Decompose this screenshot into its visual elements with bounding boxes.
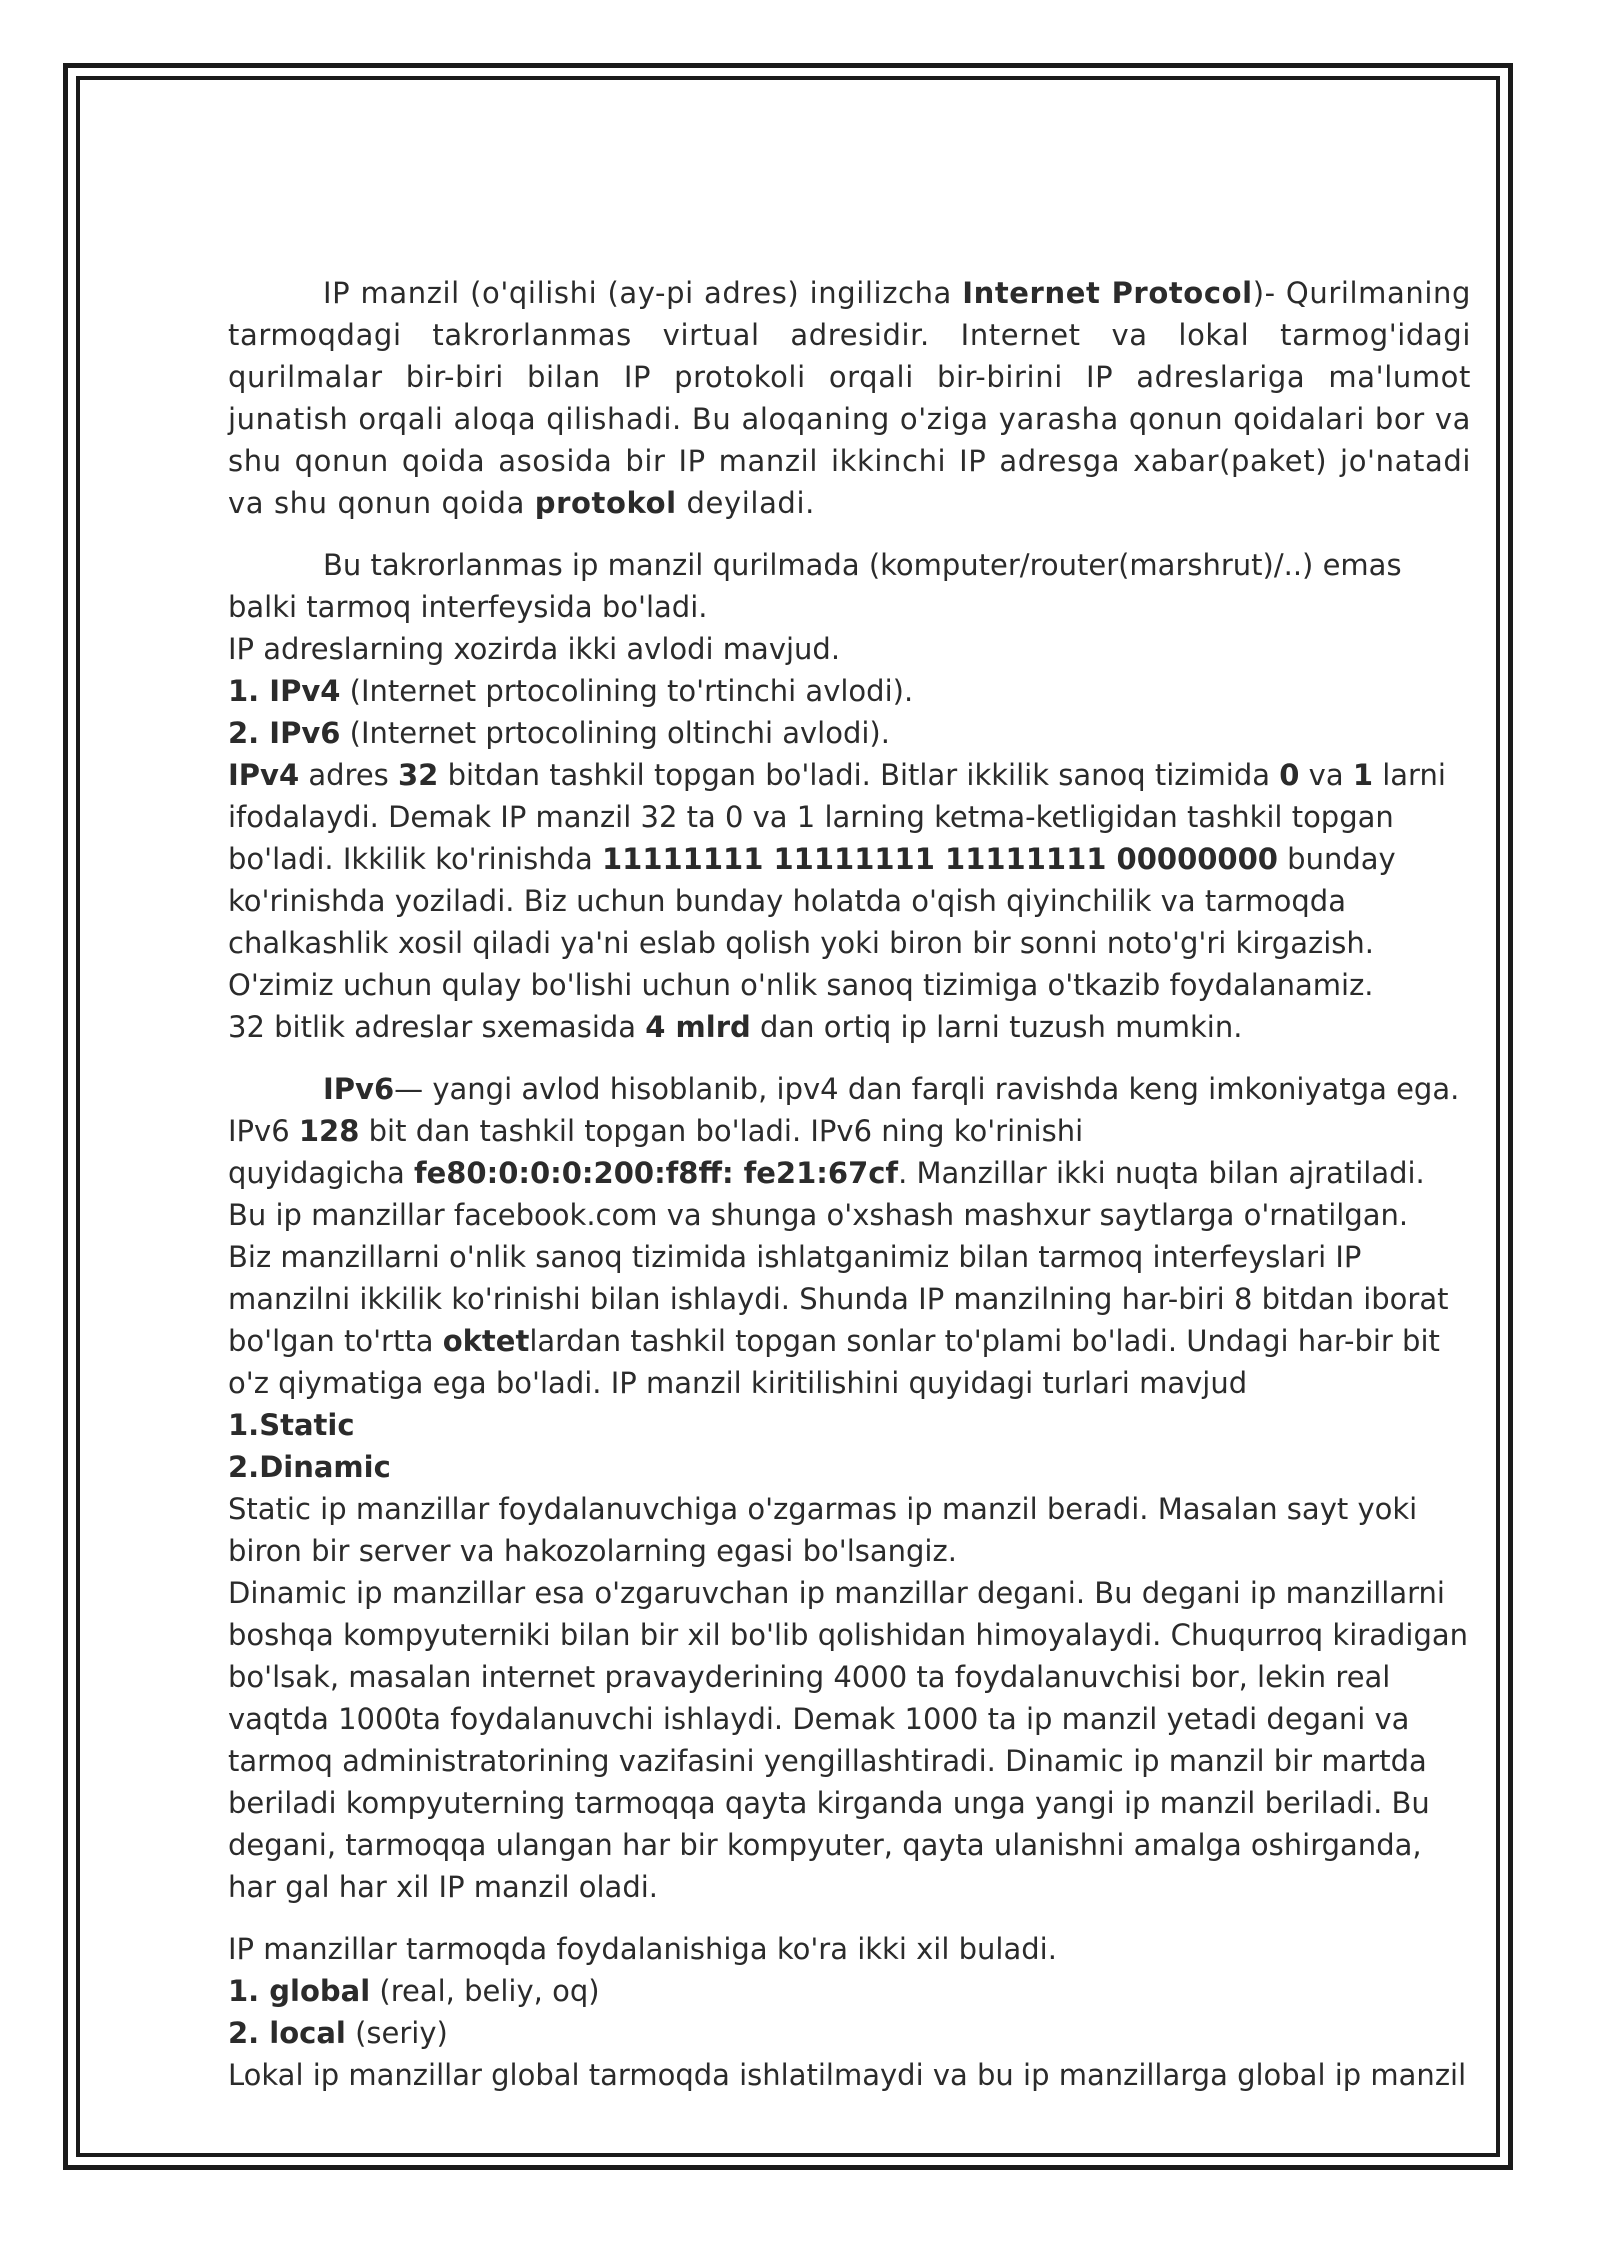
document-body [228,272,1471,2096]
paragraph-static: Static ip manzillar foydalanuvchiga o'zgarmas ip manzil beradi. Masalan sayt yoki biron bir server va hakozolarning egasi bo'lsangiz. [228,1492,1418,1568]
generations-intro: IP adreslarning xozirda ikki avlodi mavjud. [228,632,841,666]
paragraph-interface: Bu takrorlanmas ip manzil qurilmada (komputer/router(marshrut)/..) emas balki tarmoq interfeysida bo'ladi. [228,548,1402,624]
paragraph-ip-definition: IP manzil (o'qilishi (ay-pi adres) ingilizcha Internet Protocol)- Qurilmaning tarmoqdagi takrorlanmas virtual adresidir. Internet va lokal tarmog'idagi qurilmalar bir-biri bilan IP protokoli orqali bir-birini IP adreslariga ma'lumot junatish orqali aloqa qilishadi. Bu aloqaning o'ziga yarasha qonun qoidalari bor va shu qonun qoida asosida bir IP manzil ikkinchi IP adresga xabar(paket) jo'natadi va shu qonun qoida protokol deyiladi. [228,276,1472,520]
paragraph-ipv6-example: quyidagicha fe80:0:0:0:200:f8ff: fe21:67cf. Manzillar ikki nuqta bilan ajratiladi. Bu ip manzillar facebook.com va shunga o'xshash mashxur saytlarga o'rnatilgan. [228,1156,1425,1232]
list-item-static: 1.Static [228,1408,355,1442]
paragraph-local-ip: Lokal ip manzillar global tarmoqda ishlatilmaydi va bu ip manzillarga global ip manzil [228,2058,1467,2092]
list-item-ipv6: 2. IPv6 (Internet prtocolining oltinchi avlodi). [228,716,890,750]
list-item-local: 2. local (seriy) [228,2016,448,2050]
list-item-ipv4: 1. IPv4 (Internet prtocolining to'rtinchi avlodi). [228,674,914,708]
list-item-dinamic: 2.Dinamic [228,1450,391,1484]
list-item-global: 1. global (real, beliy, oq) [228,1974,600,2008]
paragraph-ipv6-bits: IPv6 128 bit dan tashkil topgan bo'ladi. IPv6 ning ko'rinishi [228,1114,1084,1148]
paragraph-ipv4-bits: IPv4 adres 32 bitdan tashkil topgan bo'ladi. Bitlar ikkilik sanoq tizimida 0 va 1 larni ifodalaydi. Demak IP manzil 32 ta 0 va 1 larning ketma-ketligidan tashkil topgan bo'ladi. Ikkilik ko'rinishda 11111111 11111111 11111111 00000000 bunday ko'rinishda yoziladi. Biz uchun bunday holatda o'qish qiyinchilik va tarmoqda chalkashlik xosil qiladi ya'ni eslab qolish yoki biron bir sonni noto'g'ri kirgazish. O'zimiz uchun qulay bo'lishi uchun o'nlik sanoq tizimiga o'tkazib foydalanamiz. [228,758,1446,1002]
paragraph-ipv6-intro: IPv6— yangi avlod hisoblanib, ipv4 dan farqli ravishda keng imkoniyatga ega. [323,1072,1460,1106]
paragraph-octets: Biz manzillarni o'nlik sanoq tizimida ishlatganimiz bilan tarmoq interfeyslari IP manzilni ikkilik ko'rinishi bilan ishlaydi. Shunda IP manzilning har-biri 8 bitdan iborat bo'lgan to'rtta oktetlardan tashkil topgan sonlar to'plami bo'ladi. Undagi har-bir bit o'z qiymatiga ega bo'ladi. IP manzil kiritilishini quyidagi turlari mavjud [228,1240,1449,1400]
paragraph-dinamic: Dinamic ip manzillar esa o'zgaruvchan ip manzillar degani. Bu degani ip manzillarni boshqa kompyuterniki bilan bir xil bo'lib qolishidan himoyalaydi. Chuqurroq kiradigan bo'lsak, masalan internet pravayderining 4000 ta foydalanuvchisi bor, lekin real vaqtda 1000ta foydalanuvchi ishlaydi. Demak 1000 ta ip manzil yetadi degani va tarmoq administratorining vazifasini yengillashtiradi. Dinamic ip manzil bir martda beriladi kompyuterning tarmoqqa qayta kirganda unga yangi ip manzil beriladi. Bu degani, tarmoqqa ulangan har bir kompyuter, qayta ulanishni amalga oshirganda, har gal har xil IP manzil oladi. [228,1576,1469,1904]
paragraph-usage-types: IP manzillar tarmoqda foydalanishiga ko'ra ikki xil buladi. [228,1932,1057,1966]
paragraph-ipv4-count: 32 bitlik adreslar sxemasida 4 mlrd dan ortiq ip larni tuzush mumkin. [228,1010,1243,1044]
